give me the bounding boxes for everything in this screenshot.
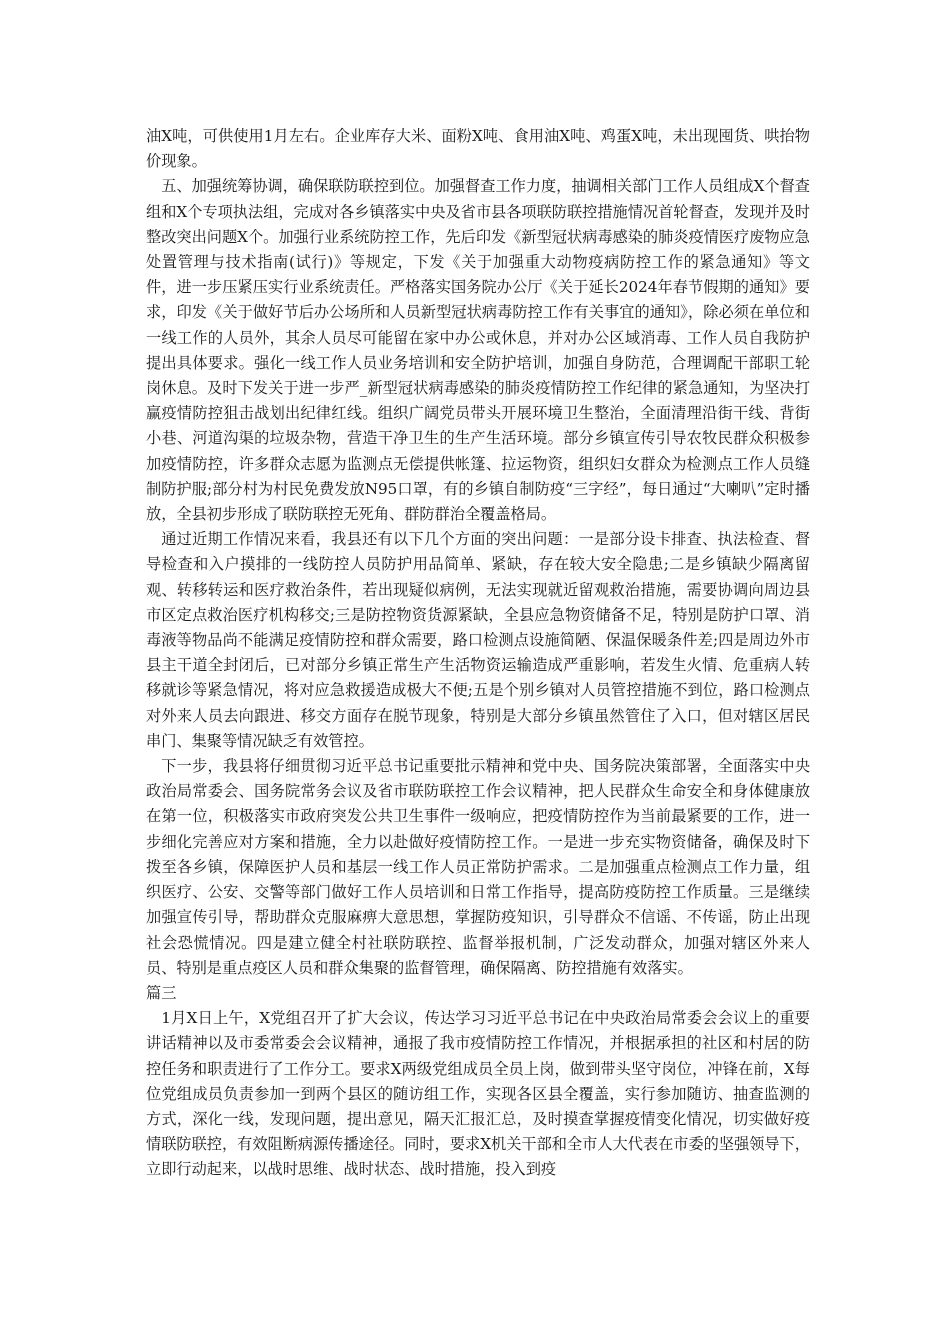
- paragraph-coordination: 五、加强统筹协调，确保联防联控到位。加强督查工作力度，抽调相关部门工作人员组成X个督查组和X个专项执法组，完成对各乡镇落实中央及省市县各项联防联控措施情况首轮督查，发现并及时整改突出问题X个。加强行业系统防控工作，先后印发《新型冠状病毒感染的肺炎疫情医疗废物应急处置管理与技术指南(试行)》等规定，下发《关于加强重大动物疫病防控工作的紧急通知》等文件，进一步压紧压实行业系统责任。严格落实国务院办公厅《关于延长2024年春节假期的通知》要求，印发《关于做好节后办公场所和人员新型冠状病毒防控工作有关事宜的通知》，除必须在单位和一线工作的人员外，其余人员尽可能留在家中办公或休息，并对办公区域消毒、工作人员自我防护提出具体要求。强化一线工作人员业务培训和安全防护培训，加强自身防范，合理调配干部职工轮岗休息。及时下发关于进一步严_新型冠状病毒感染的肺炎疫情防控工作纪律的紧急通知，为坚决打赢疫情防控狙击战划出纪律红线。组织广阔党员带头开展环境卫生整治，全面清理沿街干线、背街小巷、河道沟渠的垃圾杂物，营造干净卫生的生产生活环境。部分乡镇宣传引导农牧民群众积极参加疫情防控，许多群众志愿为监测点无偿提供帐篷、拉运物资，组织妇女群众为检测点工作人员缝制防护服;部分村为村民免费发放N95口罩，有的乡镇自制防疫“三字经”，每日通过“大喇叭”定时播放，全县初步形成了联防联控无死角、群防群治全覆盖格局。: [146, 177, 810, 524]
- paragraph-problems: 通过近期工作情况来看，我县还有以下几个方面的突出问题：一是部分设卡排查、执法检查、督导检查和入户摸排的一线防控人员防护用品简单、紧缺，存在较大安全隐患;二是乡镇缺少隔离留观、转移转运和医疗救治条件，若出现疑似病例，无法实现就近留观救治措施，需要协调向周边县市区定点救治医疗机构移交;三是防控物资货源紧缺，全县应急物资储备不足，特别是防护口罩、消毒液等物品尚不能满足疫情防控和群众需要，路口检测点设施简陋、保温保暖条件差;四是周边外市县主干道全封闭后，已对部分乡镇正常生产生活物资运输造成严重影响，若发生火情、危重病人转移就诊等紧急情况，将对应急救援造成极大不便;五是个别乡镇对人员管控措施不到位，路口检测点对外来人员去向跟进、移交方面存在脱节现象，特别是大部分乡镇虽然管住了入口，但对辖区居民串门、集聚等情况缺乏有效管控。: [146, 530, 810, 750]
- paragraph-continuation: 油X吨，可供使用1月左右。企业库存大米、面粉X吨、食用油X吨、鸡蛋X吨，未出现囤货、哄抬物价现象。: [146, 127, 810, 171]
- paragraph-next-steps: 下一步，我县将仔细贯彻习近平总书记重要批示精神和党中央、国务院决策部署，全面落实中央政治局常委会、国务院常务会议及省市联防联控工作会议精神，把人民群众生命安全和身体健康放在第一位，积极落实市政府突发公共卫生事件一级响应，把疫情防控作为当前最紧要的工作，进一步细化完善应对方案和措施，全力以赴做好疫情防控工作。一是进一步充实物资储备，确保及时下拨至各乡镇，保障医护人员和基层一线工作人员正常防护需求。二是加强重点检测点工作力量，组织医疗、公安、交警等部门做好工作人员培训和日常工作指导，提高防疫防控工作质量。三是继续加强宣传引导，帮助群众克服麻痹大意思想，掌握防疫知识，引导群众不信谣、不传谣，防止出现社会恐慌情况。四是建立健全村社联防联控、监督举报机制，广泛发动群众，加强对辖区外来人员、特别是重点疫区人员和群众集聚的监督管理，确保隔离、防控措施有效落实。: [146, 757, 810, 977]
- document-body: [146, 124, 810, 1183]
- section-heading: 篇三: [146, 983, 177, 1002]
- paragraph-meeting: 1月X日上午，X党组召开了扩大会议，传达学习习近平总书记在中央政治局常委会会议上的重要讲话精神以及市委常委会会议精神，通报了我市疫情防控工作情况，并根据承担的社区和村居的防控任务和职责进行了工作分工。要求X两级党组成员全员上岗，做到带头坚守岗位，冲锋在前，X每位党组成员负责参加一到两个县区的随访组工作，实现各区县全覆盖，实行参加随访、抽查监测的方式，深化一线，发现问题，提出意见，隔天汇报汇总，及时摸查掌握疫情变化情况，切实做好疫情联防联控，有效阻断病源传播途径。同时，要求X机关干部和全市人大代表在市委的坚强领导下，立即行动起来，以战时思维、战时状态、战时措施，投入到疫: [146, 1009, 810, 1179]
